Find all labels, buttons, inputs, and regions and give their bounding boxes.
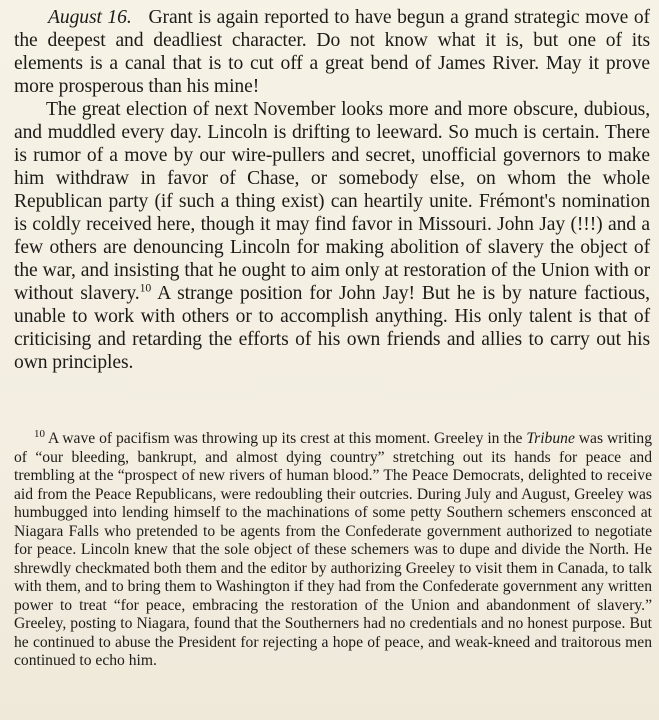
footnote [14, 427, 653, 671]
footnote-paragraph [14, 427, 653, 671]
entry-paragraph-1-text: Grant is again reported to have begun a grand strategic move of the deepest and deadliest character. Do not know what it is, but one of its elements is a canal that is to cut off a great bend of James River. May it prove more prosperous than his mine! [14, 7, 650, 97]
entry-date: August 16. [48, 7, 132, 28]
footnote-number: 10 [34, 427, 45, 440]
entry-paragraph-2-text-b: A strange position for John Jay! But he is by nature factious, unable to work with others or to accomplish anything. His only talent is that of criticising and retarding the efforts of his own friends and allies to carry out his own principles. [14, 283, 650, 373]
entry-paragraph-1 [14, 6, 650, 98]
entry-paragraph-2-text-a: The great election of next November looks more and more obscure, dubious, and muddled every day. Lincoln is drifting to leeward. So much is certain. There is rumor of a move by our wire-pullers and secret, unofficial governors to make him withdraw in favor of Chase, or somebody else, on whom the whole Republican party (if such a thing exist) can heartily unite. Frémont's nomination is coldly received here, though it may find favor in Missouri. John Jay (!!!) and a few others are denouncing Lincoln for making abolition of slavery the object of the war, and insisting that he ought to aim only at restoration of the Union with or without slavery. [14, 99, 650, 304]
footnote-tribune: Tribune [526, 430, 575, 447]
footnote-reference: 10 [139, 281, 152, 295]
diary-entry [14, 6, 650, 374]
entry-paragraph-2 [14, 98, 650, 374]
footnote-text-a: A wave of pacifism was throwing up its crest at this moment. Greeley in the [44, 430, 527, 447]
footnote-text-b: was writing of “our bleeding, bankrupt, and almost dying country” stretching out its hands for peace and trembling at the “prospect of new rivers of human blood.” The Peace Democrats, delighted to receive aid from the Peace Republicans, were redoubling their outcries. During July and August, Greeley was humbugged into lending himself to the machinations of some petty Southern schemers ensconced at Niagara Falls who pretended to be agents from the Confederate government authorized to negotiate for peace. Lincoln knew that the sole object of these schemers was to dupe and divide the North. He shrewdly checkmated both them and the editor by authorizing Greeley to visit them in Canada, to talk with them, and to bring them to Washington if they had from the Confederate government any written power to treat “for peace, embracing the restoration of the Union and abandonment of slavery.” Greeley, posting to Niagara, found that the Southerners had no credentials and no honest purpose. But he continued to abuse the President for rejecting a hope of peace, and weak-kneed and traitorous men continued to echo him. [14, 430, 653, 669]
